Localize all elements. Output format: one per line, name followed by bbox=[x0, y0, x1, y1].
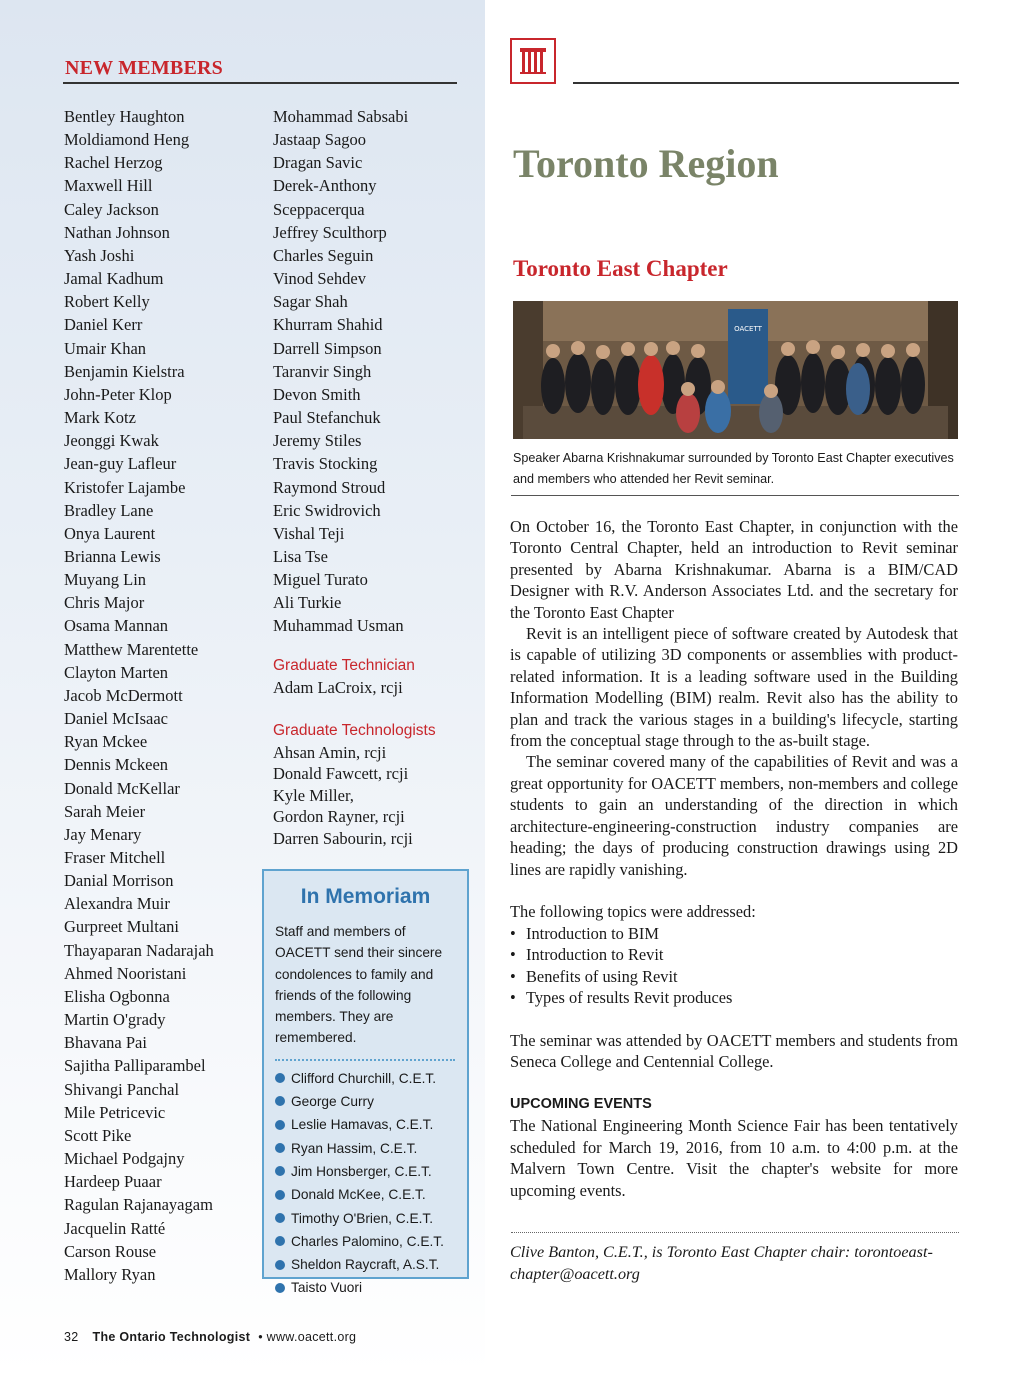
member-name: Daniel Kerr bbox=[64, 315, 143, 335]
member-name: Moldiamond Heng bbox=[64, 130, 190, 150]
member-name: Osama Mannan bbox=[64, 616, 169, 636]
memoriam-item bbox=[275, 1230, 467, 1253]
bullet-icon bbox=[275, 1096, 285, 1106]
memoriam-name: Donald McKee, C.E.T. bbox=[291, 1187, 426, 1203]
article-paragraph: Revit is an intelligent piece of software created by Autodesk that is capable of utilizing 3D components or assemblies with product-related information. It is a leading software used in the Building Information Modelling (BIM) realm. Revit also has the ability to plan and track the various stages in a building's lifecycle, starting from the conceptual stage through to the as-built stage. bbox=[510, 624, 958, 751]
graduate-technologists-heading: Graduate Technologists bbox=[273, 722, 436, 739]
member-name: Alexandra Muir bbox=[64, 894, 170, 914]
memoriam-name: Clifford Churchill, C.E.T. bbox=[291, 1070, 437, 1086]
region-title: Toronto Region bbox=[513, 141, 779, 186]
graduate-technologists-list bbox=[273, 742, 436, 850]
website-link[interactable]: www.oacett.org bbox=[266, 1330, 357, 1344]
member-name: Vishal Teji bbox=[273, 523, 345, 543]
member-name: Brianna Lewis bbox=[64, 546, 161, 566]
member-name: Gurpreet Multani bbox=[64, 917, 180, 937]
member-name: Taranvir Singh bbox=[273, 361, 372, 381]
bullet-icon bbox=[275, 1190, 285, 1200]
memoriam-name: Sheldon Raycraft, A.S.T. bbox=[291, 1257, 440, 1273]
in-memoriam-box bbox=[262, 869, 469, 1296]
member-name: Mark Kotz bbox=[64, 408, 136, 428]
member-name: Eric Swidrovich bbox=[273, 500, 381, 520]
dotted-rule bbox=[511, 1232, 959, 1233]
bullet-icon bbox=[275, 1166, 285, 1176]
new-members-heading: NEW MEMBERS bbox=[65, 57, 223, 79]
bullet-icon: • bbox=[510, 945, 516, 965]
member-name: Thayaparan Nadarajah bbox=[64, 940, 214, 960]
graduate-technologist-name: Ahsan Amin, rcji bbox=[273, 742, 387, 762]
member-name: Jamal Kadhum bbox=[64, 269, 164, 289]
graduate-technician-heading: Graduate Technician bbox=[273, 657, 415, 674]
topic-text: Types of results Revit produces bbox=[526, 987, 733, 1007]
member-name: Muyang Lin bbox=[64, 570, 147, 590]
member-name: Robert Kelly bbox=[64, 292, 150, 312]
member-name: Sajitha Palliparambel bbox=[64, 1056, 206, 1076]
memoriam-item bbox=[275, 1160, 467, 1183]
topics-list bbox=[510, 923, 958, 1009]
member-name: Chris Major bbox=[64, 593, 145, 613]
member-name: Sagar Shah bbox=[273, 292, 348, 312]
memoriam-item bbox=[275, 1207, 467, 1230]
member-name: Dennis Mckeen bbox=[64, 755, 169, 775]
photo-caption: Speaker Abarna Krishnakumar surrounded by Toronto East Chapter executives and members who attended her Revit seminar. bbox=[513, 451, 954, 486]
memoriam-name: Taisto Vuori bbox=[291, 1280, 363, 1296]
memoriam-name: Timothy O'Brien, C.E.T. bbox=[291, 1210, 434, 1226]
memoriam-item bbox=[275, 1253, 467, 1276]
member-name: Sceppacerqua bbox=[273, 199, 365, 219]
member-name: Devon Smith bbox=[273, 384, 361, 404]
topic-text: Introduction to Revit bbox=[526, 945, 664, 965]
graduate-technician-name: Adam LaCroix, rcji bbox=[273, 677, 403, 697]
members-column-1 bbox=[64, 105, 269, 1286]
member-name: Ragulan Rajanayagam bbox=[64, 1195, 213, 1215]
topic-item bbox=[510, 923, 958, 944]
page-number: 32 bbox=[64, 1330, 79, 1344]
member-name: Donald McKellar bbox=[64, 778, 180, 798]
member-name: Miguel Turato bbox=[273, 570, 368, 590]
member-name: Jacob McDermott bbox=[64, 685, 183, 705]
graduate-technologist-name: Darren Sabourin, rcji bbox=[273, 828, 413, 848]
bullet-icon bbox=[275, 1260, 285, 1270]
member-name: Hardeep Puaar bbox=[64, 1172, 162, 1192]
bullet-icon bbox=[275, 1213, 285, 1223]
memoriam-item bbox=[275, 1276, 467, 1299]
memoriam-name: Leslie Hamavas, C.E.T. bbox=[291, 1117, 434, 1133]
article-paragraph: On October 16, the Toronto East Chapter, in conjunction with the Toronto Central Chapter, held an introduction to Revit seminar presented by Abarna Krishnakumar. Abarna is a BIM/CAD Designer with R.V. Anderson Associates Ltd. and the secretary for the Toronto East Chapter bbox=[510, 517, 958, 622]
memoriam-name: George Curry bbox=[291, 1094, 374, 1110]
article-paragraph: The National Engineering Month Science Fair has been tentatively scheduled for March 19, 2016, from 10 a.m. to 4:00 p.m. at the Malvern Town Centre. Visit the chapter's website for more upcoming events. bbox=[510, 1116, 958, 1200]
member-name: Maxwell Hill bbox=[64, 176, 153, 196]
member-name: Daniel McIsaac bbox=[64, 709, 168, 729]
member-name: Michael Podgajny bbox=[64, 1149, 185, 1169]
member-name: Charles Seguin bbox=[273, 245, 374, 265]
in-memoriam-text: Staff and members of OACETT send their sincere condolences to family and friends of the following members. They are remembered. bbox=[275, 924, 443, 1046]
bullet-icon: • bbox=[510, 923, 516, 943]
member-name: Rachel Herzog bbox=[64, 153, 163, 173]
page-footer bbox=[64, 1330, 356, 1344]
member-name: Mohammad Sabsabi bbox=[273, 107, 409, 126]
member-name: Jeremy Stiles bbox=[273, 431, 362, 451]
member-name: Matthew Marentette bbox=[64, 639, 199, 659]
graduate-technologists-section bbox=[273, 720, 436, 849]
member-name: Benjamin Kielstra bbox=[64, 361, 185, 381]
upcoming-events-heading: UPCOMING EVENTS bbox=[510, 1095, 652, 1112]
graduate-technician-list bbox=[273, 677, 415, 699]
member-name: Khurram Shahid bbox=[273, 315, 383, 335]
bullet-icon bbox=[275, 1120, 285, 1130]
member-name: Jean-guy Lafleur bbox=[64, 454, 177, 474]
member-name: Jeffrey Sculthorp bbox=[273, 222, 387, 242]
bullet-icon bbox=[275, 1236, 285, 1246]
member-name: Jastaap Sagoo bbox=[273, 130, 367, 150]
memoriam-name: Ryan Hassim, C.E.T. bbox=[291, 1140, 418, 1156]
bullet-icon bbox=[275, 1283, 285, 1293]
member-name: Ryan Mckee bbox=[64, 732, 148, 752]
member-name: Scott Pike bbox=[64, 1125, 132, 1145]
member-name: Nathan Johnson bbox=[64, 222, 170, 242]
member-name: Umair Khan bbox=[64, 338, 147, 358]
memoriam-item bbox=[275, 1137, 467, 1160]
topic-item bbox=[510, 966, 958, 987]
member-name: Fraser Mitchell bbox=[64, 848, 166, 867]
bullet-icon bbox=[275, 1143, 285, 1153]
memoriam-item bbox=[275, 1183, 467, 1206]
footer-separator: • bbox=[258, 1330, 263, 1344]
author-signature: Clive Banton, C.E.T., is Toronto East Chapter chair: torontoeast-chapter@oacett.org bbox=[510, 1243, 933, 1283]
graduate-technician-section bbox=[273, 655, 415, 698]
article-paragraph: The seminar covered many of the capabilities of Revit and was a great opportunity for OACETT members, non-members and college students to gain an understanding of the direction in which architecture-engineering-construction industry companies are heading; the days of producing construction drawings using 2D lines are rapidly vanishing. bbox=[510, 752, 958, 879]
member-name: Martin O'grady bbox=[64, 1010, 166, 1030]
member-name: Yash Joshi bbox=[64, 245, 135, 265]
article-body bbox=[510, 516, 958, 1201]
member-name: Vinod Sehdev bbox=[273, 269, 366, 289]
member-name: Lisa Tse bbox=[273, 546, 328, 566]
member-name: John-Peter Klop bbox=[64, 384, 172, 404]
photo-poster-brand: OACETT bbox=[734, 325, 762, 333]
member-name: Muhammad Usman bbox=[273, 616, 404, 636]
memoriam-item bbox=[275, 1113, 467, 1136]
member-name: Carson Rouse bbox=[64, 1241, 157, 1261]
member-name: Jay Menary bbox=[64, 824, 142, 844]
graduate-technologist-name: Gordon Rayner, rcji bbox=[273, 807, 405, 826]
memoriam-name: Jim Honsberger, C.E.T. bbox=[291, 1163, 432, 1179]
member-name: Raymond Stroud bbox=[273, 477, 386, 497]
bullet-icon: • bbox=[510, 966, 516, 986]
in-memoriam-title: In Memoriam bbox=[300, 885, 431, 908]
group-photo bbox=[513, 301, 958, 439]
member-name: Ahmed Nooristani bbox=[64, 963, 187, 983]
member-name: Sarah Meier bbox=[64, 801, 146, 821]
member-name: Caley Jackson bbox=[64, 199, 159, 219]
graduate-technologist-name: Kyle Miller, bbox=[273, 785, 354, 805]
member-name: Jeonggi Kwak bbox=[64, 431, 159, 451]
memoriam-name: Charles Palomino, C.E.T. bbox=[291, 1233, 444, 1249]
topics-intro: The following topics were addressed: bbox=[510, 902, 756, 922]
header-rule bbox=[573, 82, 959, 84]
bullet-icon: • bbox=[510, 987, 516, 1007]
member-name: Ali Turkie bbox=[273, 593, 342, 613]
memoriam-item bbox=[275, 1090, 467, 1113]
oacett-logo-icon bbox=[510, 38, 556, 84]
topic-item bbox=[510, 987, 958, 1008]
member-name: Bentley Haughton bbox=[64, 107, 185, 126]
topic-text: Introduction to BIM bbox=[526, 923, 659, 943]
member-name: Jacquelin Ratté bbox=[64, 1218, 166, 1238]
member-name: Bhavana Pai bbox=[64, 1033, 147, 1053]
member-name: Elisha Ogbonna bbox=[64, 986, 170, 1006]
chapter-title: Toronto East Chapter bbox=[513, 256, 728, 281]
memoriam-item bbox=[275, 1067, 467, 1090]
in-memoriam-list bbox=[275, 1067, 467, 1300]
member-name: Clayton Marten bbox=[64, 662, 169, 682]
member-name: Derek-Anthony bbox=[273, 176, 377, 196]
member-name: Shivangi Panchal bbox=[64, 1079, 180, 1099]
member-name: Paul Stefanchuk bbox=[273, 408, 381, 428]
member-name: Kristofer Lajambe bbox=[64, 477, 186, 497]
member-name: Danial Morrison bbox=[64, 871, 174, 891]
member-name: Mile Petricevic bbox=[64, 1102, 166, 1122]
bullet-icon bbox=[275, 1073, 285, 1083]
members-column-2 bbox=[273, 105, 473, 638]
dotted-divider bbox=[275, 1059, 455, 1061]
heading-rule bbox=[63, 82, 457, 84]
publication-name: The Ontario Technologist bbox=[92, 1330, 251, 1344]
article-paragraph: The seminar was attended by OACETT members and students from Seneca College and Centennial College. bbox=[510, 1030, 958, 1072]
graduate-technologist-name: Donald Fawcett, rcji bbox=[273, 764, 409, 783]
topic-text: Benefits of using Revit bbox=[526, 966, 678, 986]
member-name: Darrell Simpson bbox=[273, 338, 382, 358]
member-name: Onya Laurent bbox=[64, 523, 156, 543]
member-name: Dragan Savic bbox=[273, 153, 363, 173]
topic-item bbox=[510, 944, 958, 965]
member-name: Travis Stocking bbox=[273, 454, 378, 474]
member-name: Bradley Lane bbox=[64, 500, 154, 520]
member-name: Mallory Ryan bbox=[64, 1264, 156, 1284]
caption-rule bbox=[511, 495, 959, 496]
